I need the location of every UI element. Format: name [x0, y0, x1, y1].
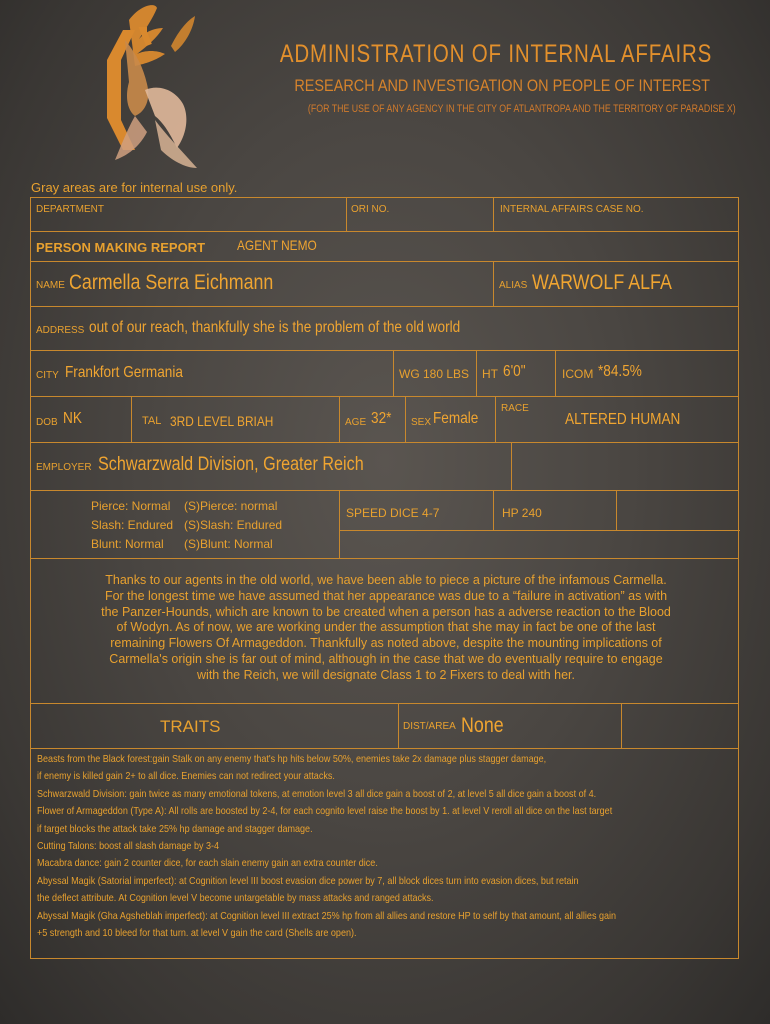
ori-label: ORI NO. [351, 204, 390, 215]
dob-label: DOB [36, 417, 58, 428]
speed-cell [340, 491, 494, 531]
traits-title-cell [31, 704, 399, 748]
employer-row [31, 443, 738, 491]
city-cell [31, 351, 394, 396]
department-cell [31, 198, 347, 231]
dist-label: DIST/AREA [403, 721, 456, 732]
resistances-right [184, 497, 282, 554]
trait-line: if enemy is killed gain 2+ to all dice. Enemies can not redirect your attacks. [37, 770, 335, 783]
ori-cell [347, 198, 494, 231]
description-row [31, 559, 738, 704]
tal-cell [132, 397, 340, 442]
traits-list [37, 751, 737, 942]
agency-logo [85, 0, 215, 180]
speed-label: SPEED DICE 4-7 [346, 506, 440, 520]
dist-value: None [461, 714, 504, 737]
height-value: 6'0" [503, 363, 526, 380]
address-label: ADDRESS [36, 325, 85, 336]
name-value: Carmella Serra Eichmann [69, 271, 274, 294]
case-label: INTERNAL AFFAIRS CASE NO. [500, 204, 644, 215]
dist-cell [399, 704, 622, 748]
traits-header-row [31, 704, 738, 749]
alias-cell [494, 262, 740, 306]
address-row [31, 307, 738, 351]
trait-line: if target blocks the attack take 25% hp damage and stagger damage. [37, 822, 313, 835]
employer-label: EMPLOYER [36, 462, 92, 473]
stagger-resistance-blunt: (S)Blunt: Normal [184, 537, 273, 551]
sex-label: SEX [411, 417, 432, 428]
reporter-label: PERSON MAKING REPORT [36, 240, 206, 255]
age-label: AGE [345, 417, 367, 428]
race-label: RACE [501, 403, 529, 414]
internal-use-note: Gray areas are for internal use only. [31, 180, 238, 195]
icom-label: ICOM [562, 367, 594, 381]
employer-cell [31, 443, 512, 490]
agency-subtitle: RESEARCH AND INVESTIGATION ON PEOPLE OF INTEREST [294, 76, 710, 95]
dob-cell [31, 397, 132, 442]
reporter-row [31, 232, 738, 262]
address-value: out of our reach, thankfully she is the problem of the old world [89, 319, 461, 336]
description-line: For the longest time we have assumed that her appearance was due to a “failure in activation” as with [104, 588, 668, 603]
trait-line: Beasts from the Black forest:gain Stalk on any enemy that's hp hits below 50%, enemies take 2x damage plus stagger damage, [37, 753, 547, 765]
tal-label: TAL [142, 415, 162, 427]
report-form [30, 197, 739, 959]
city-row [31, 351, 738, 397]
agency-title: ADMINISTRATION OF INTERNAL AFFAIRS [279, 40, 712, 68]
stagger-resistance-pierce: (S)Pierce: normal [184, 499, 278, 513]
stats-row [31, 491, 738, 559]
trait-line: Abyssal Magik (Gha Agsheblah imperfect): at Cognition level III extract 25% hp from all allies and restore HP to self by that amount, all allies gain [37, 909, 617, 922]
age-cell [340, 397, 406, 442]
race-value: ALTERED HUMAN [565, 411, 681, 428]
hp-cell [494, 491, 617, 531]
height-label: HT [482, 367, 498, 381]
description-line: with the Reich, we will designate Class 1 to 2 Fixers to deal with her. [197, 667, 575, 682]
tal-value: 3RD LEVEL BRIAH [170, 413, 274, 429]
height-cell [477, 351, 556, 396]
city-label: CITY [36, 370, 59, 381]
traits-title: TRAITS [160, 717, 221, 736]
case-cell [494, 198, 740, 231]
reporter-value: AGENT NEMO [237, 237, 317, 253]
trait-line: Cutting Talons: boost all slash damage by 3-4 [37, 840, 220, 853]
sex-value: Female [433, 410, 479, 427]
agency-usage-note: (FOR THE USE OF ANY AGENCY IN THE CITY OF ATLANTROPA AND THE TERRITORY OF PARADISE X) [308, 103, 736, 115]
trait-line: Schwarzwald Division: gain twice as many emotional tokens, at emotion level 3 all dice gain a boost of 2, at level 5 all dice gain a boost of 4. [37, 787, 597, 800]
trait-line: Abyssal Magik (Satorial imperfect): at Cognition level III boost evasion dice power by 7, all block dices turn into evasion dices, but retain [37, 874, 579, 887]
description-line: remaining Flowers Of Armageddon. Thankfully as noted above, despite the mounting implications of [110, 636, 662, 651]
weight-label: WG 180 LBS [399, 367, 470, 381]
dob-value: NK [63, 410, 82, 427]
dob-row [31, 397, 738, 443]
blank-cell [617, 491, 740, 531]
hp-label: HP 240 [502, 506, 542, 520]
name-cell [31, 262, 494, 306]
weight-cell [394, 351, 477, 396]
resistances-left [91, 497, 173, 554]
sex-cell [406, 397, 496, 442]
icom-value: *84.5% [598, 363, 642, 380]
city-value: Frankfort Germania [65, 364, 183, 381]
trait-line: +5 strength and 10 bleed for that turn. at level V gain the card (Shells are open). [37, 927, 357, 940]
trait-line: Flower of Armageddon (Type A): All rolls are boosted by 2-4, for each cognito level raise the boost by 1. at level V reroll all dice on the last target [37, 805, 613, 818]
description-text [41, 573, 731, 684]
employer-value: Schwarzwald Division, Greater Reich [98, 454, 364, 475]
trait-line: the deflect attribute. At Cognition level V become untargetable by mass attacks and ranged attacks. [37, 892, 434, 905]
age-value: 32* [371, 410, 392, 427]
alias-value: WARWOLF ALFA [532, 271, 672, 294]
name-row [31, 262, 738, 307]
name-label: NAME [36, 280, 65, 291]
department-row [31, 198, 738, 232]
description-line: Thanks to our agents in the old world, we have been able to piece a picture of the infamous Carmella. [105, 573, 667, 587]
trait-line: Macabra dance: gain 2 counter dice, for each slain enemy gain an extra counter dice. [37, 857, 378, 870]
department-label: DEPARTMENT [36, 204, 104, 215]
description-line: the Panzer-Hounds, which are known to be created when a person has a adverse reaction to the Blood [101, 604, 671, 619]
resistances-cell [31, 491, 340, 558]
race-cell [496, 397, 740, 442]
resistance-pierce: Pierce: Normal [91, 499, 171, 513]
resistance-slash: Slash: Endured [91, 518, 174, 532]
description-line: of Wodyn. As of now, we are working under the assumption that she may in fact be one of the last [116, 620, 656, 635]
icom-cell [556, 351, 740, 396]
stagger-resistance-slash: (S)Slash: Endured [184, 518, 283, 532]
alias-label: ALIAS [499, 280, 528, 291]
resistance-blunt: Blunt: Normal [91, 537, 164, 551]
description-line: Carmella's origin she is far out of mind, although in the case that we do eventually require to engage [109, 651, 663, 666]
